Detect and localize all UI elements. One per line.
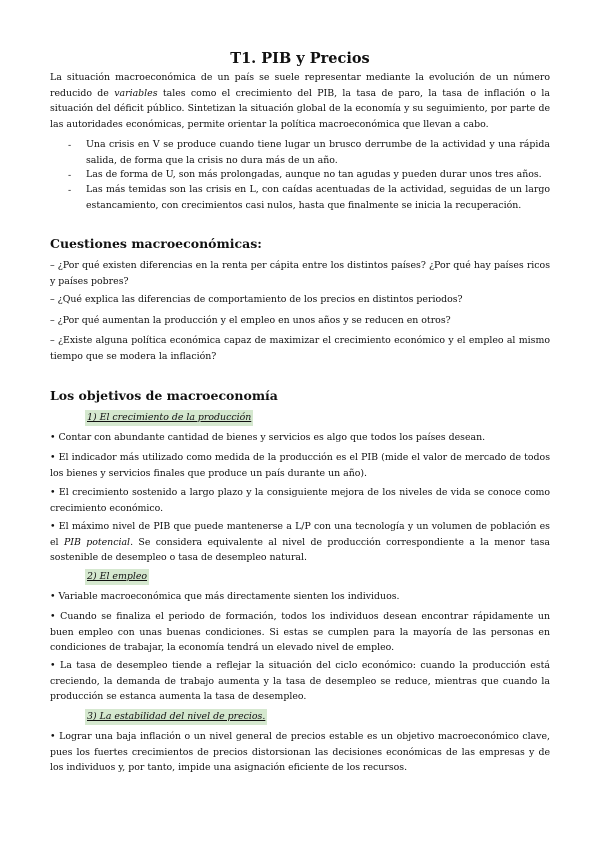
subsection-label-text: 1) El crecimiento de la producción bbox=[87, 412, 252, 423]
bullet-item: • La tasa de desempleo tiende a reflejar la situación del ciclo económico: cuando la producción está creciendo, la demanda de trabajo aumenta y la tasa de desempleo se reduce, mientras que cuando la producción se estanca aumenta la tasa de desempleo. bbox=[50, 660, 550, 702]
bullet-item: • El crecimiento sostenido a largo plazo y la consiguiente mejora de los niveles de vida se conoce como crecimiento económico. bbox=[50, 487, 550, 514]
section-heading-objetivos: Los objetivos de macroeconomía bbox=[50, 388, 278, 403]
bullet-item-pib-potencial bbox=[50, 519, 550, 566]
list-dash: - bbox=[68, 170, 72, 181]
bullet-item: • Contar con abundante cantidad de bienes y servicios es algo que todos los países desean. bbox=[50, 432, 486, 443]
list-item-crisis-u: Las de forma de U, son más prolongadas, aunque no tan agudas y pueden durar unos tres años. bbox=[86, 169, 542, 180]
bullet-emph: PIB potencial bbox=[63, 536, 131, 548]
intro-text-1: La situación macroeconómica de un país se suele representar mediante la evolución de un número reducido de bbox=[50, 72, 550, 99]
intro-text-2: tales como el crecimiento del PIB, la tasa de paro, la tasa de inflación o la situación del déficit público. Sintetizan la situación global de la economía y su seguimiento, por parte de las autoridades económicas, permite orientar la política macroeconómica que llevan a cabo. bbox=[50, 87, 550, 130]
subsection-label-text: 2) El empleo bbox=[87, 571, 148, 582]
question-item: – ¿Existe alguna política económica capaz de maximizar el crecimiento económico y el empleo al mismo tiempo que se modera la inflación? bbox=[50, 335, 550, 362]
bullet-item: • El indicador más utilizado como medida de la producción es el PIB (mide el valor de mercado de todos los bienes y servicios finales que produce un país durante un año). bbox=[50, 452, 550, 479]
list-item-crisis-v: Una crisis en V se produce cuando tiene lugar un brusco derrumbe de la actividad y una rápida salida, de forma que la crisis no dura más de un año. bbox=[86, 139, 550, 166]
section-heading-cuestiones: Cuestiones macroeconómicas: bbox=[50, 236, 262, 251]
subsection-label-empleo bbox=[85, 569, 149, 585]
intro-emph: variables bbox=[114, 87, 158, 99]
bullet-item: • Lograr una baja inflación o un nivel general de precios estable es un objetivo macroeconómico clave, pues los fuertes crecimientos de precios distorsionan las decisiones económicas de las empresas y de los individuos y, por tanto, impide una asignación eficiente de los recursos. bbox=[50, 731, 550, 773]
page-title: T1. PIB y Precios bbox=[230, 50, 370, 67]
subsection-label-precios bbox=[85, 709, 267, 725]
bullet-text-2: . Se considera equivalente al nivel de producción correspondiente a la menor tasa sostenible de desempleo o tasa de desempleo natural. bbox=[50, 536, 551, 563]
list-dash: - bbox=[68, 185, 72, 196]
question-item: – ¿Qué explica las diferencias de comportamiento de los precios en distintos periodos? bbox=[50, 294, 463, 305]
subsection-label-text: 3) La estabilidad del nivel de precios. bbox=[87, 711, 266, 722]
bullet-item: • Cuando se finaliza el periodo de formación, todos los individuos desean encontrar rápidamente un buen empleo con unas buenas condiciones. Si estas se cumplen para la mayoría de las personas en condiciones de trabajar, la economía tendrá un elevado nivel de empleo. bbox=[50, 611, 550, 653]
subsection-label-crecimiento bbox=[85, 410, 253, 426]
intro-paragraph bbox=[50, 70, 550, 132]
question-item: – ¿Por qué existen diferencias en la renta per cápita entre los distintos países? ¿Por qué hay países ricos y países pobres? bbox=[50, 260, 550, 287]
list-dash: - bbox=[68, 140, 72, 151]
list-item-crisis-l: Las más temidas son las crisis en L, con caídas acentuadas de la actividad, seguidas de un largo estancamiento, con crecimientos casi nulos, hasta que finalmente se inicia la recuperación. bbox=[86, 184, 550, 211]
bullet-text-1: • El máximo nivel de PIB que puede mantenerse a L/P con una tecnología y un volumen de población es el bbox=[50, 521, 550, 548]
question-item: – ¿Por qué aumentan la producción y el empleo en unos años y se reducen en otros? bbox=[50, 315, 451, 326]
bullet-item: • Variable macroeconómica que más directamente sienten los individuos. bbox=[50, 591, 400, 602]
